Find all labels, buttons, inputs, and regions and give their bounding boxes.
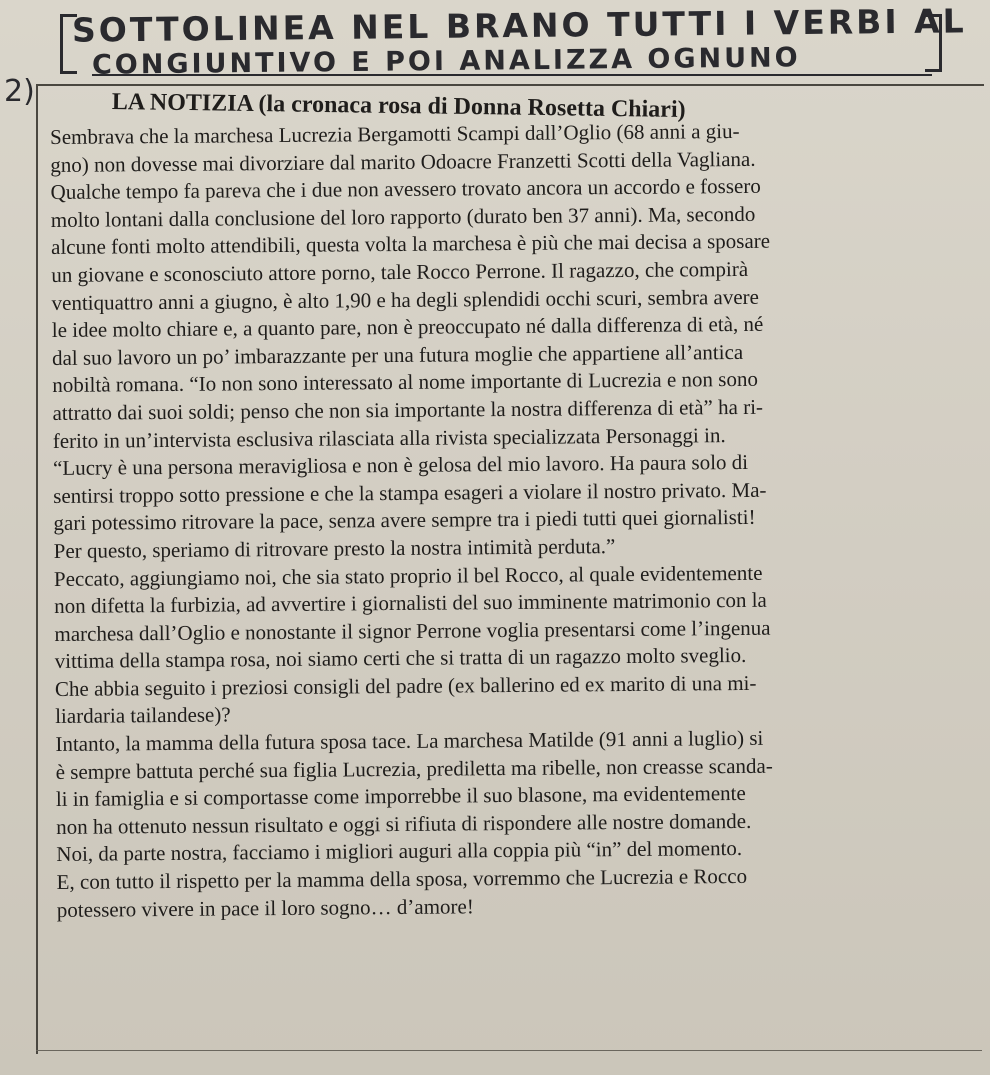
article-body: [50, 116, 975, 924]
article-line: non difetta la furbizia, ad avvertire i giornalisti del suo imminente matrimonio con la: [54, 587, 767, 619]
article-line: alcune fonti molto attendibili, questa volta la marchesa è più che mai decisa a sposare: [50, 229, 771, 260]
article-line: E, con tutto il rispetto per la mamma della sposa, vorremmo che Lucrezia e Rocco: [56, 863, 748, 895]
article-line: ventiquattro anni a giugno, è alto 1,90 e ha degli splendidi occhi scuri, sembra avere: [51, 284, 760, 315]
article-line: gari potessimo ritrovare la pace, senza avere sempre tra i piedi tutti quei giornalisti!: [53, 505, 756, 536]
exercise-number: 2): [4, 74, 35, 109]
article-line: non ha ottenuto nessun risultato e oggi si rifiuta di rispondere alle nostre domande.: [56, 808, 752, 839]
article-line: un giovane e sconosciuto attore porno, tale Rocco Perrone. Il ragazzo, che compirà: [51, 256, 749, 287]
article-line: Per questo, speriamo di ritrovare presto la nostra intimità perduta.”: [53, 533, 616, 563]
article-line: Peccato, aggiungiamo noi, che sia stato proprio il bel Rocco, al quale evidentemente: [53, 560, 763, 591]
article-line: attratto dai suoi soldi; penso che non sia importante la nostra differenza di età” ha ri-: [52, 394, 764, 425]
article-line: Intanto, la mamma della futura sposa tace. La marchesa Matilde (91 anni a luglio) si: [55, 725, 764, 757]
bottom-rule: [36, 1050, 982, 1051]
article-line: è sempre battuta perché sua figlia Lucrezia, prediletta ma ribelle, non creasse scanda-: [55, 753, 773, 784]
article-line: li in famiglia e si comportasse come imporrebbe il suo blasone, ma evidentemente: [55, 781, 746, 812]
article-line: molto lontani dalla conclusione del loro rapporto (durato ben 37 anni). Ma, secondo: [50, 201, 756, 232]
article-line: Sembrava che la marchesa Lucrezia Bergamotti Scampi dall’Oglio (68 anni a giu-: [50, 118, 740, 149]
article-line: sentirsi troppo sotto pressione e che la stampa esageri a violare il nostro privato. Ma-: [53, 477, 767, 508]
instruction-underline: [92, 74, 932, 76]
article-line: Qualche tempo fa pareva che i due non avessero trovato ancora un accordo e fossero: [50, 173, 761, 205]
article-line: Noi, da parte nostra, facciamo i migliori auguri alla coppia più “in” del momento.: [56, 836, 743, 867]
article-line: “Lucry è una persona meravigliosa e non è gelosa del mio lavoro. Ha paura solo di: [52, 450, 749, 481]
article-line: le idee molto chiare e, a quanto pare, non è preoccupato né dalla differenza di età, né: [51, 311, 764, 343]
article-line: liardaria tailandese)?: [55, 702, 231, 729]
article-title: LA NOTIZIA (la cronaca rosa di Donna Rosetta Chiari): [111, 89, 686, 124]
article-line: ferito in un’intervista esclusiva rilasciata alla rivista specializzata Personaggi in.: [52, 422, 726, 453]
article-line: marchesa dall’Oglio e nonostante il signor Perrone voglia presentarsi come l’ingenua: [54, 615, 771, 646]
article-line: nobiltà romana. “Io non sono interessato al nome importante di Lucrezia e non sono: [52, 367, 758, 398]
instruction-line-1: SOTTOLINEA NEL BRANO TUTTI I VERBI AL: [71, 1, 967, 50]
article-line: dal suo lavoro un po’ imbarazzante per una futura moglie che appartiene all’antica: [51, 339, 744, 370]
instruction-line-2: CONGIUNTIVO E POI ANALIZZA OGNUNO: [91, 42, 801, 81]
article-line: Che abbia seguito i preziosi consigli del padre (ex ballerino ed ex marito di una mi-: [54, 670, 757, 701]
article-line: potessero vivere in pace il loro sogno… d’amore!: [56, 893, 474, 922]
article-line: gno) non dovesse mai divorziare dal marito Odoacre Franzetti Scotti della Vagliana.: [50, 146, 756, 177]
article-line: vittima della stampa rosa, noi siamo certi che si tratta di un ragazzo molto sveglio.: [54, 643, 747, 674]
